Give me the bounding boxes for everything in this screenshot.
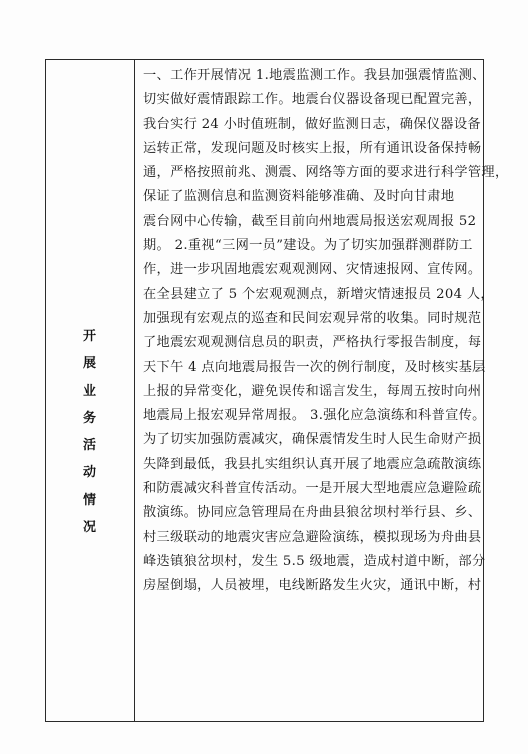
column-divider (134, 59, 135, 722)
section-label-char: 动 (82, 465, 96, 481)
content-line: 失降到最低，我县扎实组织认真开展了地震应急疏散演练 (143, 456, 482, 472)
content-line: 为了切实加强防震减灾，确保震情发生时人民生命财产损 (143, 432, 482, 448)
section-label-char: 展 (82, 356, 96, 372)
content-line: 震台网中心传输，截至目前向州地震局报送宏观周报 52 (143, 213, 477, 229)
section-label-char: 情 (82, 492, 96, 508)
content-line: 房屋倒塌，人员被埋，电线断路发生火灾，通讯中断，村 (143, 578, 482, 594)
content-line: 我台实行 24 小时值班制，做好监测日志，确保仪器设备 (143, 116, 481, 132)
content-line: 一、工作开展情况 1.地震监测工作。我县加强震情监测、 (143, 68, 486, 83)
section-label-cell (45, 59, 134, 722)
content-line: 期。 2.重视“三网一员”建设。为了切实加强群测群防工 (143, 238, 473, 254)
content-line: 加强现有宏观点的巡查和民间宏观异常的收集。同时规范 (143, 310, 482, 326)
content-line: 运转正常，发现问题及时核实上报，所有通讯设备保持畅 (143, 140, 482, 156)
content-line: 峰迭镇狼岔坝村，发生 5.5 级地震，造成村道中断，部分 (143, 553, 486, 569)
content-cell (143, 64, 509, 599)
content-line: 村三级联动的地震灾害应急避险演练，模拟现场为舟曲县 (143, 529, 482, 545)
content-line: 作，进一步巩固地震宏观观测网、灾情速报网、宣传网。 (143, 262, 482, 278)
section-label-char: 活 (82, 438, 96, 454)
section-label-char: 业 (82, 383, 96, 399)
content-line: 和防震减灾科普宣传活动。一是开展大型地震应急避险疏 (143, 481, 482, 497)
section-label (45, 323, 134, 541)
content-line: 切实做好震情跟踪工作。地震台仪器设备现已配置完善， (143, 92, 482, 108)
section-label-char: 况 (82, 520, 96, 536)
content-line: 在全县建立了 5 个宏观观测点，新增灾情速报员 204 人， (143, 286, 494, 302)
content-line: 保证了监测信息和监测资料能够准确、及时向甘肃地 (143, 189, 455, 205)
content-line: 天下午 4 点向地震局报告一次的例行制度，及时核实基层 (143, 359, 486, 375)
content-line: 散演练。协同应急管理局在舟曲县狼岔坝村举行县、乡、 (143, 505, 482, 521)
content-line: 通，严格按照前兆、测震、网络等方面的要求进行科学管理， (143, 165, 509, 181)
content-line: 地震局上报宏观异常周报。 3.强化应急演练和科普宣传。 (143, 408, 486, 424)
section-label-char: 务 (82, 410, 96, 426)
content-line: 了地震宏观观测信息员的职责，严格执行零报告制度，每 (143, 335, 482, 351)
section-label-char: 开 (82, 329, 96, 344)
content-line: 上报的异常变化，避免误传和谣言发生，每周五按时向州 (143, 383, 482, 399)
